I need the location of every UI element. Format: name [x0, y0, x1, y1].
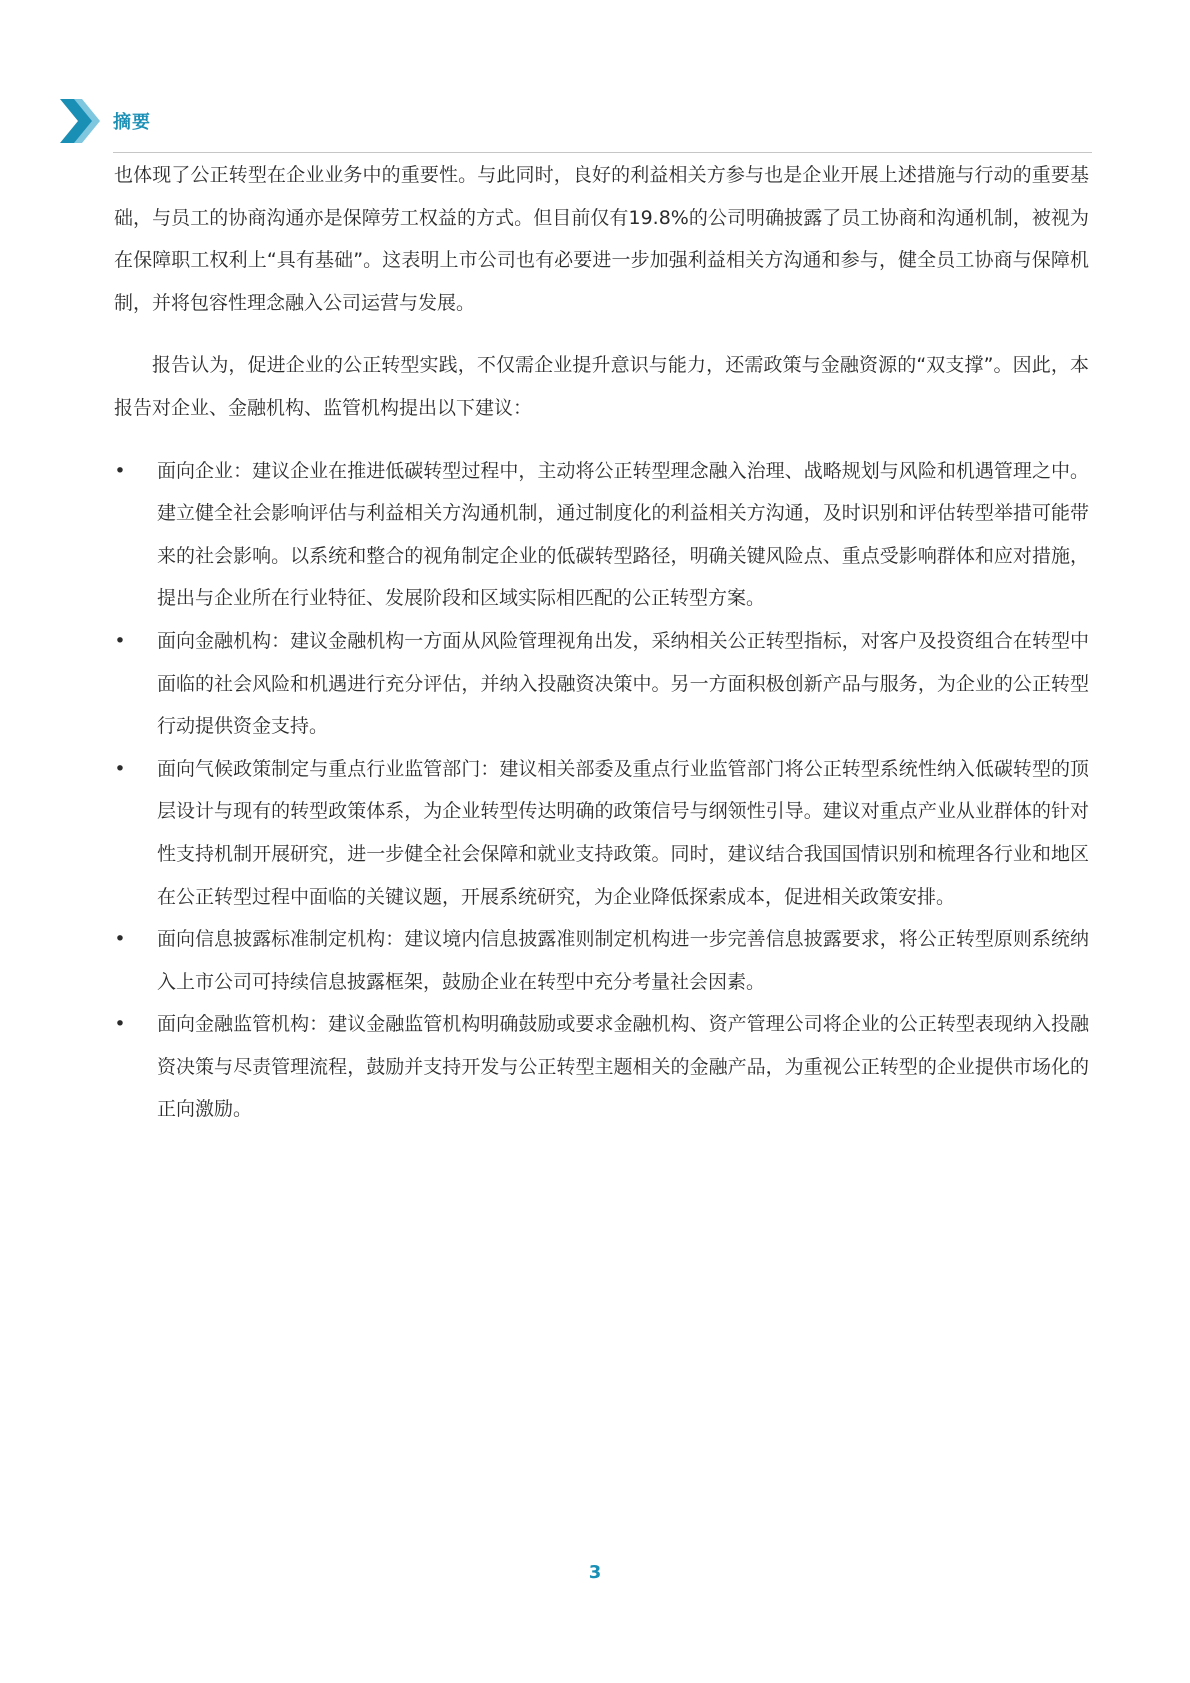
- list-item-text: 面向金融机构：建议金融机构一方面从风险管理视角出发，采纳相关公正转型指标，对客户及投资组合在转型中面临的社会风险和机遇进行充分评估，并纳入投融资决策中。另一方面积极创新产品与服务，为企业的公正转型行动提供资金支持。: [157, 629, 1089, 738]
- chevron-right-icon: [60, 99, 102, 143]
- list-item: [114, 918, 1089, 1003]
- section-header: [60, 96, 1092, 154]
- bullet-icon: •: [114, 757, 126, 780]
- bullet-icon: •: [114, 928, 126, 951]
- header-divider: [113, 152, 1092, 153]
- section-title: 摘要: [113, 112, 151, 133]
- list-item: [114, 1003, 1089, 1131]
- list-item-text: 面向企业：建议企业在推进低碳转型过程中，主动将公正转型理念融入治理、战略规划与风险和机遇管理之中。建立健全社会影响评估与利益相关方沟通机制，通过制度化的利益相关方沟通，及时识别和评估转型举措可能带来的社会影响。以系统和整合的视角制定企业的低碳转型路径，明确关键风险点、重点受影响群体和应对措施，提出与企业所在行业特征、发展阶段和区域实际相匹配的公正转型方案。: [157, 459, 1089, 610]
- paragraph-intro: 也体现了公正转型在企业业务中的重要性。与此同时，良好的利益相关方参与也是企业开展上述措施与行动的重要基础，与员工的协商沟通亦是保障劳工权益的方式。但目前仅有19.8%的公司明确披露了员工协商和沟通机制，被视为在保障职工权利上“具有基础”。这表明上市公司也有必要进一步加强利益相关方沟通和参与，健全员工协商与保障机制，并将包容性理念融入公司运营与发展。: [114, 164, 1089, 314]
- page-number: 3: [588, 1562, 602, 1583]
- recommendation-list: [114, 450, 1089, 1132]
- list-item-text: 面向信息披露标准制定机构：建议境内信息披露准则制定机构进一步完善信息披露要求，将公正转型原则系统纳入上市公司可持续信息披露框架，鼓励企业在转型中充分考量社会因素。: [157, 928, 1089, 993]
- list-item-text: 面向气候政策制定与重点行业监管部门：建议相关部委及重点行业监管部门将公正转型系统性纳入低碳转型的顶层设计与现有的转型政策体系，为企业转型传达明确的政策信号与纲领性引导。建议对重点产业从业群体的针对性支持机制开展研究，进一步健全社会保障和就业支持政策。同时，建议结合我国国情识别和梳理各行业和地区在公正转型过程中面临的关键议题，开展系统研究，为企业降低探索成本，促进相关政策安排。: [157, 757, 1089, 908]
- bullet-icon: •: [114, 1013, 126, 1036]
- bullet-icon: •: [114, 629, 126, 652]
- main-content: [114, 154, 1089, 1131]
- paragraph-recommendations-lead: 报告认为，促进企业的公正转型实践，不仅需企业提升意识与能力，还需政策与金融资源的“双支撑”。因此，本报告对企业、金融机构、监管机构提出以下建议：: [114, 354, 1089, 419]
- bullet-icon: •: [114, 459, 126, 482]
- list-item: [114, 620, 1089, 748]
- list-item-text: 面向金融监管机构：建议金融监管机构明确鼓励或要求金融机构、资产管理公司将企业的公正转型表现纳入投融资决策与尽责管理流程，鼓励并支持开发与公正转型主题相关的金融产品，为重视公正转型的企业提供市场化的正向激励。: [157, 1013, 1089, 1121]
- list-item: [114, 748, 1089, 918]
- list-item: [114, 450, 1089, 620]
